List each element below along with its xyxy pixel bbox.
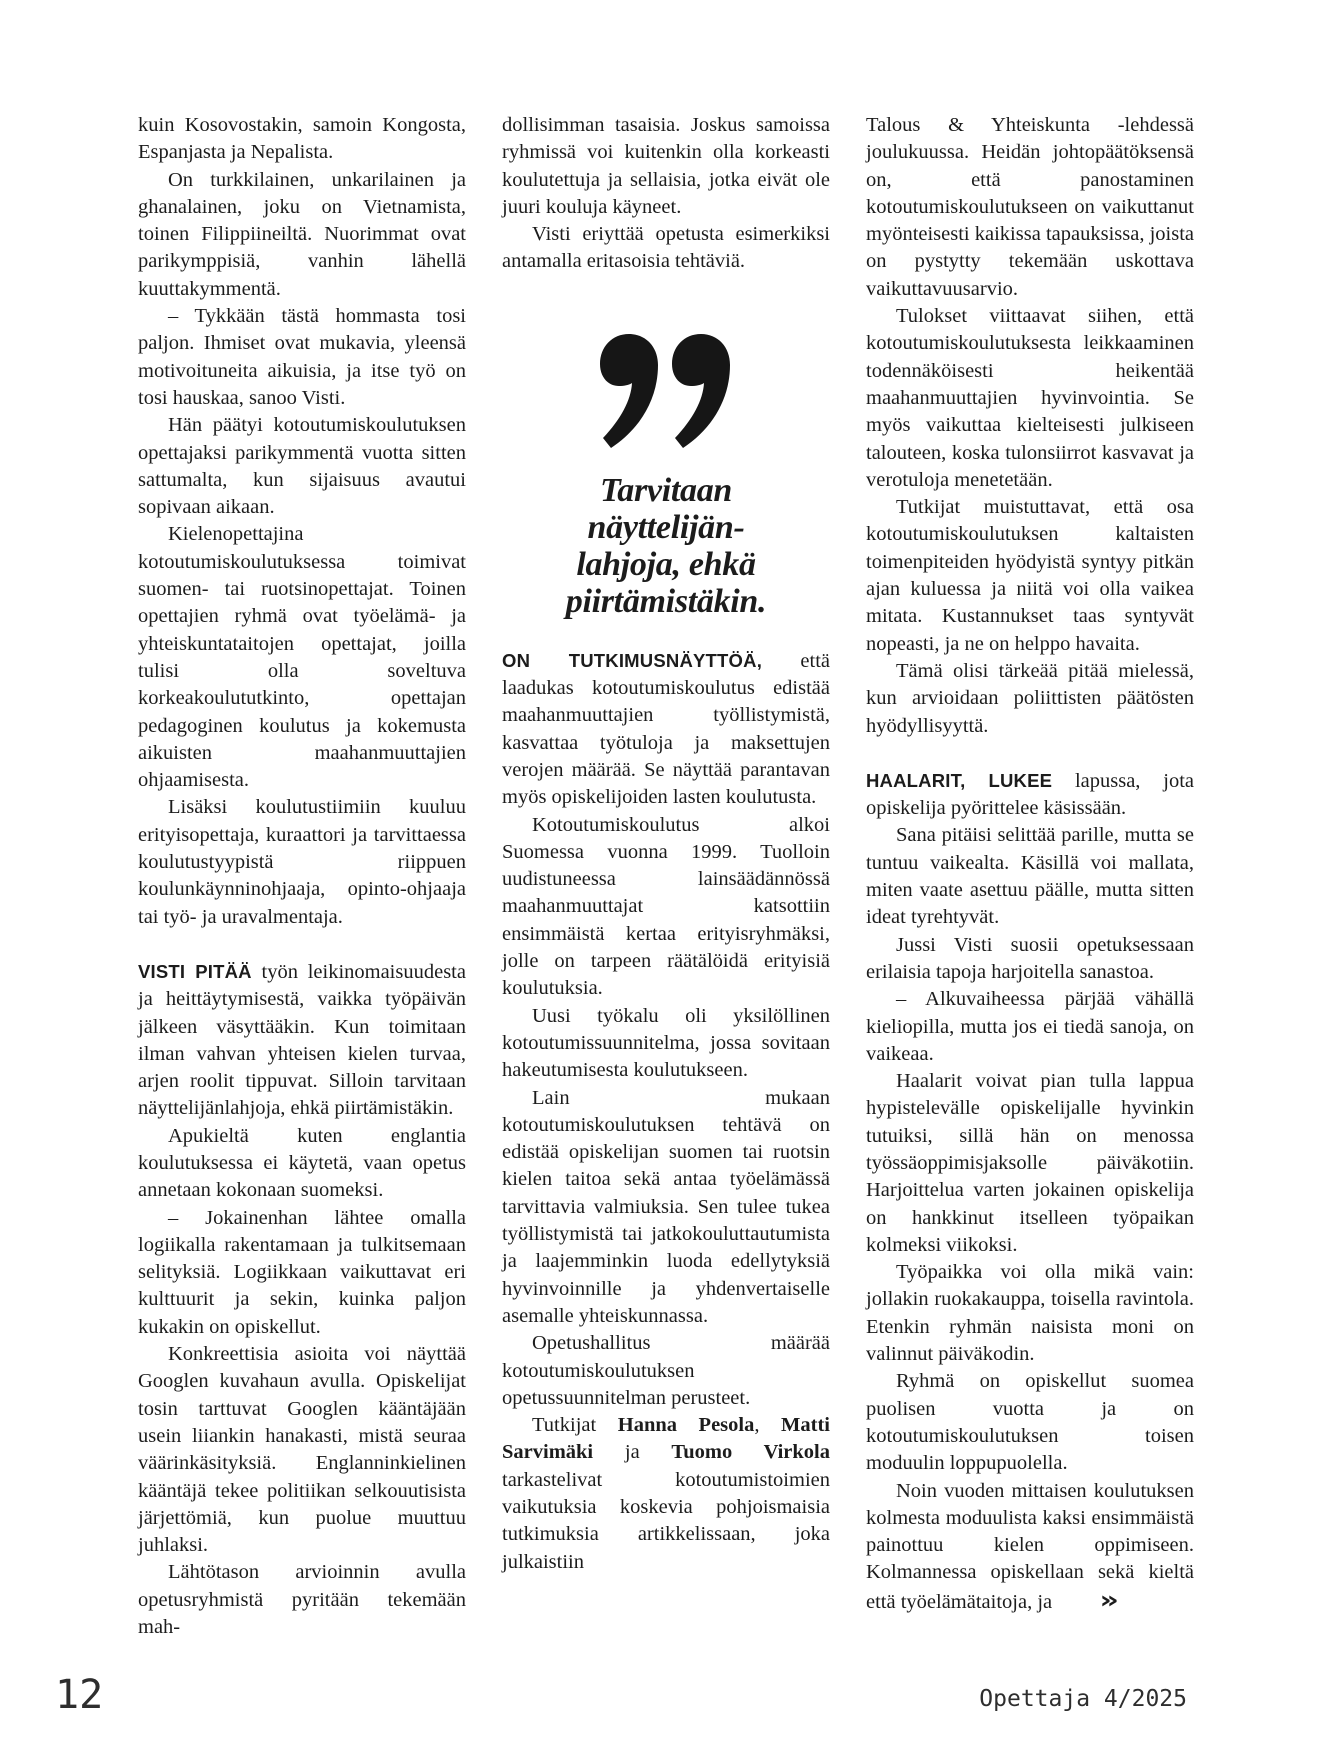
paragraph: Kotoutumiskoulutus alkoi Suomessa vuonna 1999. Tuolloin uudistuneessa lainsäädännössä maahanmuuttajat katsottiin ensimmäistä kertaa erityisryhmäksi, jolle on tarpeen räätälöidä erityisiä koulutuksia. [502,813,830,1000]
column-3 [866,112,1194,1641]
paragraph: – Tykkään tästä hommasta tosi paljon. Ihmiset ovat mukavia, yleensä motivoituneita aikuisia, ja itse työ on tosi hauskaa, sanoo Visti. [138,305,466,409]
continuation-icon: » [1099,1585,1120,1614]
issue-label: Opettaja 4/2025 [979,1686,1187,1712]
column-1 [138,112,466,1641]
paragraph: Lain mukaan kotoutumiskoulutuksen tehtävä on edistää opiskelijan suomen tai ruotsin kielen taitoa sekä antaa työelämässä tarvittavia valmiuksia. Sen tulee tukea työllistymistä tai jatkokouluttautumista ja laajemminkin luoda edellytyksiä hyvinvoinnille ja yhdenvertaiselle asemalle yhteiskunnassa. [502,1086,830,1327]
pull-quote [502,334,830,620]
paragraph: kuin Kosovostakin, samoin Kongosta, Espanjasta ja Nepalista. [138,114,466,164]
paragraph-text: työn leikinomaisuudesta ja heittäytymisestä, vaikka työpäivän jälkeen väsyttääkin. Kun toimitaan ilman vahvan yhteisen kielen turvaa, arjen roolit tippuvat. Silloin tarvitaan näyttelijänlahjoja, ehkä piirtämistäkin. [138,960,466,1120]
page-number: 12 [55,1672,104,1718]
paragraph: Apukieltä kuten englantia koulutuksessa ei käytetä, vaan opetus annetaan kokonaan suomeksi. [138,1124,466,1202]
pull-quote-line: Tarvitaan [599,471,733,509]
paragraph: Tämä olisi tärkeää pitää mielessä, kun arvioidaan poliittisten päätösten hyödyllisyyttä. [866,659,1194,737]
paragraph-text: tarkastelivat kotoutumistoimien vaikutuksia koskevia pohjoismaisia tutkimuksia artikkelissaan, joka julkaistiin [502,1468,830,1573]
paragraph: On turkkilainen, unkarilainen ja ghanalainen, joku on Vietnamista, toinen Filippiineiltä. Nuorimmat ovat parikymppisiä, vanhin lähellä kuuttakymmentä. [138,168,466,300]
paragraph-text: Tutkijat [532,1414,618,1437]
paragraph: Opetushallitus määrää kotoutumiskoulutuksen opetussuunnitelman perusteet. [502,1332,830,1409]
pull-quote-line: piirtämistäkin. [565,582,767,620]
pull-quote-line: näyttelijän- [587,508,745,546]
section-lead-in: ON TUTKIMUSNÄYTTÖÄ, [502,649,763,671]
paragraph: Työpaikka voi olla mikä vain: jollakin ruokakauppa, toisella ravintola. Etenkin ryhmän naisista moni on valinnut päiväkodin. [866,1261,1194,1366]
paragraph: dollisimman tasaisia. Joskus samoissa ryhmissä voi kuitenkin olla korkeasti koulutettuja ja sellaisia, jotka eivät ole juuri kouluja käyneet. [502,114,830,218]
paragraph: Hän päätyi kotoutumiskoulutuksen opettajaksi parikymmentä vuotta sitten sattumalta, kun sijaisuus avautui sopivaan aikaan. [138,414,466,519]
paragraph: Kielenopettajina kotoutumiskoulutuksessa toimivat suomen- tai ruotsinopettajat. Toinen opettajien ryhmä ovat työelämä- ja yhteiskuntataitojen opettajat, joilla tulisi olla soveltuva korkeakoulututkinto, opettajan pedagoginen koulutus ja kokemusta aikuisten maahanmuuttajien ohjaamisesta. [138,523,466,792]
paragraph-text: ja [593,1441,672,1464]
paragraph: Visti eriyttää opetusta esimerkiksi antamalla eritasoisia tehtäviä. [502,223,830,273]
paragraph: Talous & Yhteiskunta -lehdessä joulukuussa. Heidän johtopäätöksensä on, että panostaminen kotoutumiskoulutukseen on vaikuttanut myönteisesti kaikissa tapauksissa, joista on pystytty tekemään uskottava vaikuttavuusarvio. [866,114,1194,300]
researcher-name: Hanna Pesola [617,1414,755,1437]
quote-mark-icon [502,334,830,450]
paragraph: Haalarit voivat pian tulla lappua hypistelevälle opiskelijalle hyvinkin tutuiksi, sillä hän on menossa työssäoppimisjaksolle päiväkotiin. Harjoittelua varten jokainen opiskelija on hankkinut itselleen työpaikan kolmeksi viikoksi. [866,1070,1194,1256]
article-body [138,112,1194,1641]
paragraph: – Jokainenhan lähtee omalla logiikalla rakentamaan ja tulkitsemaan selityksiä. Logiikkaan vaikuttavat eri kulttuurit ja sekin, kuinka paljon kukakin on opiskellut. [138,1206,466,1338]
researcher-name: Matti Sarvimäki [502,1414,830,1464]
paragraph: Konkreettisia asioita voi näyttää Googlen kuvahaun avulla. Opiskelijat tosin tarttuvat Googlen kääntäjään usein liiankin hanakasti, mistä seuraa väärinkäsityksiä. Englanninkielinen kääntäjä tekee politiikan selkouutisista järjettömiä, kun puolue muuttuu juhlaksi. [138,1343,466,1557]
lead-paragraph [138,958,466,1123]
section-lead-in: HAALARIT, LUKEE [866,769,1053,791]
paragraph: Jussi Visti suosii opetuksessaan erilaisia tapoja harjoitella sanastoa. [866,933,1194,983]
pull-quote-line: lahjoja, ehkä [576,545,756,583]
paragraph: Sana pitäisi selittää parille, mutta se tuntuu vaikealta. Käsillä voi mallata, miten vaate asettuu päälle, mutta sitten ideat tyrehtyvät. [866,824,1194,929]
paragraph [502,1412,830,1576]
paragraph-text: , [754,1414,782,1437]
paragraph: Tutkijat muistuttavat, että osa kotoutumiskoulutuksen kaltaisten toimenpiteiden hyödyistä syntyy pitkän ajan kuluessa ja niitä voi olla vaikea mitata. Kustannukset taas syntyvät nopeasti, ja ne on helppo havaita. [866,496,1194,655]
paragraph-text: lapussa, jota opiskelija pyörittelee käsissään. [866,769,1194,820]
paragraph: Ryhmä on opiskellut suomea puolisen vuotta ja on kotoutumiskoulutuksen toisen moduulin loppupuolella. [866,1370,1194,1475]
section-lead-in: VISTI PITÄÄ [138,960,252,982]
paragraph: Lähtötason arvioinnin avulla opetusryhmistä pyritään tekemään mah- [138,1561,466,1639]
lead-paragraph [866,767,1194,823]
researcher-name: Tuomo Virkola [671,1441,831,1464]
paragraph-text: Noin vuoden mittaisen koulutuksen kolmesta moduulista kaksi ensimmäistä painottuu kielen oppimiseen. Kolmannessa opiskellaan sekä kieltä että työelämätaitoja, ja [866,1479,1194,1613]
paragraph: Uusi työkalu oli yksilöllinen kotoutumissuunnitelma, jossa sovitaan hakeutumisesta koulutukseen. [502,1004,830,1082]
column-2 [502,112,830,1641]
paragraph-text: että laadukas kotoutumiskoulutus edistää maahanmuuttajien työllistymistä, kasvattaa työtuloja ja maksettujen verojen määrää. Se näyttää parantavan myös opiskelijoiden lasten koulutusta. [502,649,830,809]
paragraph [866,1478,1194,1616]
lead-paragraph [502,647,830,812]
paragraph: Lisäksi koulutustiimiin kuuluu erityisopettaja, kuraattori ja tarvittaessa koulutustyypistä riippuen koulunkäynninohjaaja, opinto-ohjaaja tai työ- ja uravalmentaja. [138,796,466,928]
paragraph: – Alkuvaiheessa pärjää vähällä kieliopilla, mutta jos ei tiedä sanoja, on vaikeaa. [866,988,1194,1065]
paragraph: Tulokset viittaavat siihen, että kotoutumiskoulutuksesta leikkaaminen todennäköisesti heikentää maahanmuuttajien hyvinvointia. Se myös vaikuttaa kielteisesti julkiseen talouteen, koska tulonsiirrot kasvavat ja verotuloja menetetään. [866,305,1194,491]
